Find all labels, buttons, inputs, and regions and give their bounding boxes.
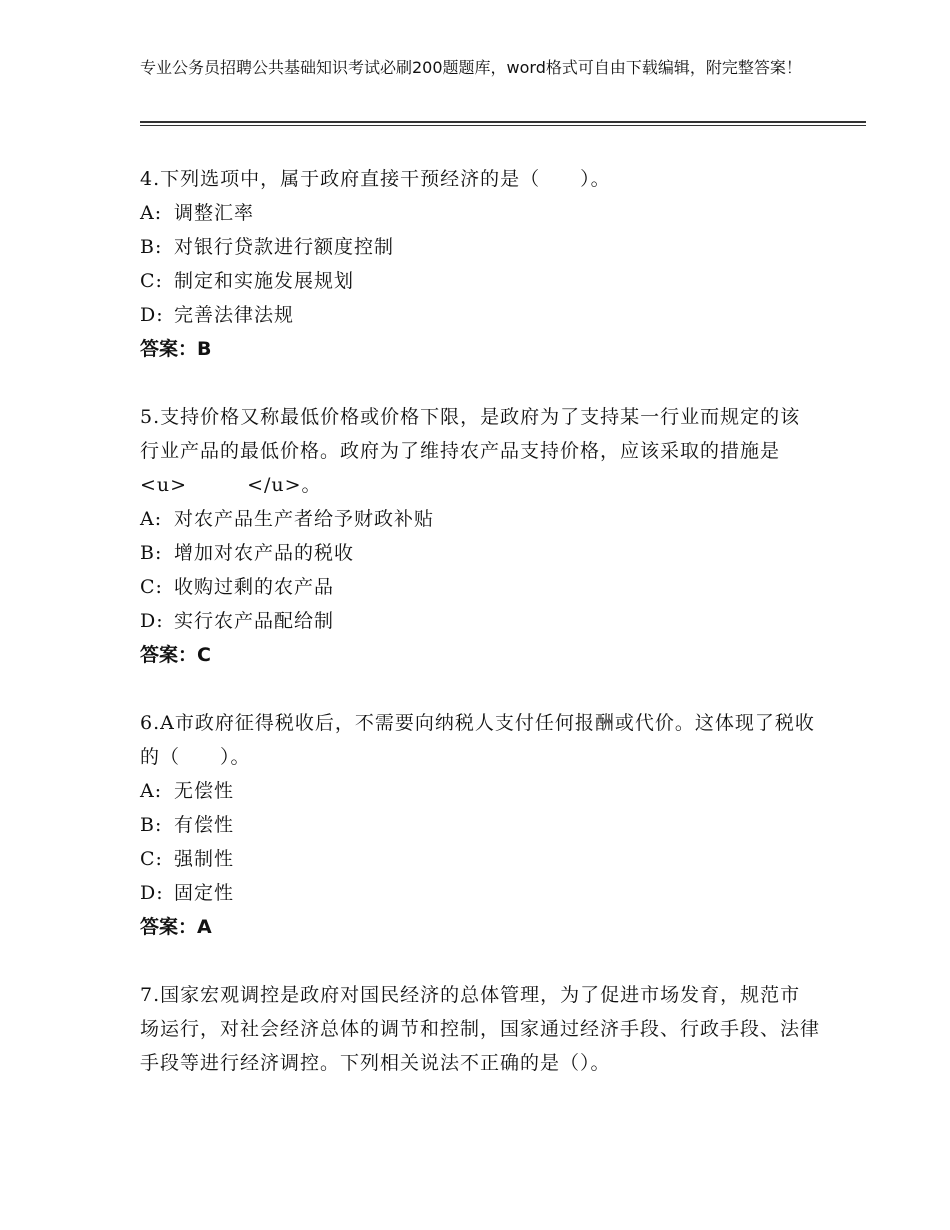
option-c	[140, 570, 820, 604]
option-b	[140, 808, 820, 842]
option-d	[140, 298, 820, 332]
option-letter: B:	[140, 236, 163, 258]
option-letter: D:	[140, 304, 164, 326]
option-d	[140, 876, 820, 910]
question-stem: 5.支持价格又称最低价格或价格下限，是政府为了支持某一行业而规定的该行业产品的最低价格。政府为了维持农产品支持价格，应该采取的措施是<u> </u>。	[140, 406, 801, 496]
option-letter: D:	[140, 882, 164, 904]
question-5	[140, 400, 820, 672]
option-text: 实行农产品配给制	[174, 610, 335, 632]
option-text: 完善法律法规	[174, 304, 295, 326]
option-letter: B:	[140, 542, 163, 564]
option-letter: D:	[140, 610, 164, 632]
page-header: 专业公务员招聘公共基础知识考试必刷200题题库，word格式可自由下载编辑，附完整答案！	[140, 58, 802, 77]
question-4	[140, 162, 820, 366]
option-text: 对农产品生产者给予财政补贴	[174, 508, 435, 530]
option-text: 强制性	[174, 848, 235, 870]
option-text: 无偿性	[174, 780, 235, 802]
question-stem: 4.下列选项中，属于政府直接干预经济的是（ ）。	[140, 168, 611, 190]
option-letter: C:	[140, 848, 163, 870]
header-divider-thin	[140, 125, 866, 126]
question-7	[140, 978, 820, 1080]
question-stem: 6.A市政府征得税收后，不需要向纳税人支付任何报酬或代价。这体现了税收的（ ）。	[140, 712, 815, 768]
option-text: 固定性	[174, 882, 235, 904]
option-b	[140, 536, 820, 570]
option-a	[140, 196, 820, 230]
option-a	[140, 502, 820, 536]
question-stem: 7.国家宏观调控是政府对国民经济的总体管理，为了促进市场发育，规范市场运行，对社会经济总体的调节和控制，国家通过经济手段、行政手段、法律手段等进行经济调控。下列相关说法不正确的是（）。	[140, 984, 821, 1074]
answer-line: 答案：A	[140, 916, 212, 938]
option-letter: C:	[140, 270, 163, 292]
option-text: 有偿性	[174, 814, 235, 836]
option-letter: A:	[140, 202, 163, 224]
option-text: 收购过剩的农产品	[174, 576, 335, 598]
question-6	[140, 706, 820, 944]
answer-line: 答案：C	[140, 644, 211, 666]
answer-line: 答案：B	[140, 338, 212, 360]
option-d	[140, 604, 820, 638]
option-letter: A:	[140, 780, 163, 802]
option-text: 对银行贷款进行额度控制	[174, 236, 395, 258]
option-letter: B:	[140, 814, 163, 836]
option-letter: C:	[140, 576, 163, 598]
option-text: 调整汇率	[174, 202, 255, 224]
option-text: 制定和实施发展规划	[174, 270, 355, 292]
option-text: 增加对农产品的税收	[174, 542, 355, 564]
question-list	[140, 162, 820, 1114]
option-a	[140, 774, 820, 808]
option-b	[140, 230, 820, 264]
header-divider-thick	[140, 121, 866, 123]
option-c	[140, 264, 820, 298]
option-c	[140, 842, 820, 876]
option-letter: A:	[140, 508, 163, 530]
